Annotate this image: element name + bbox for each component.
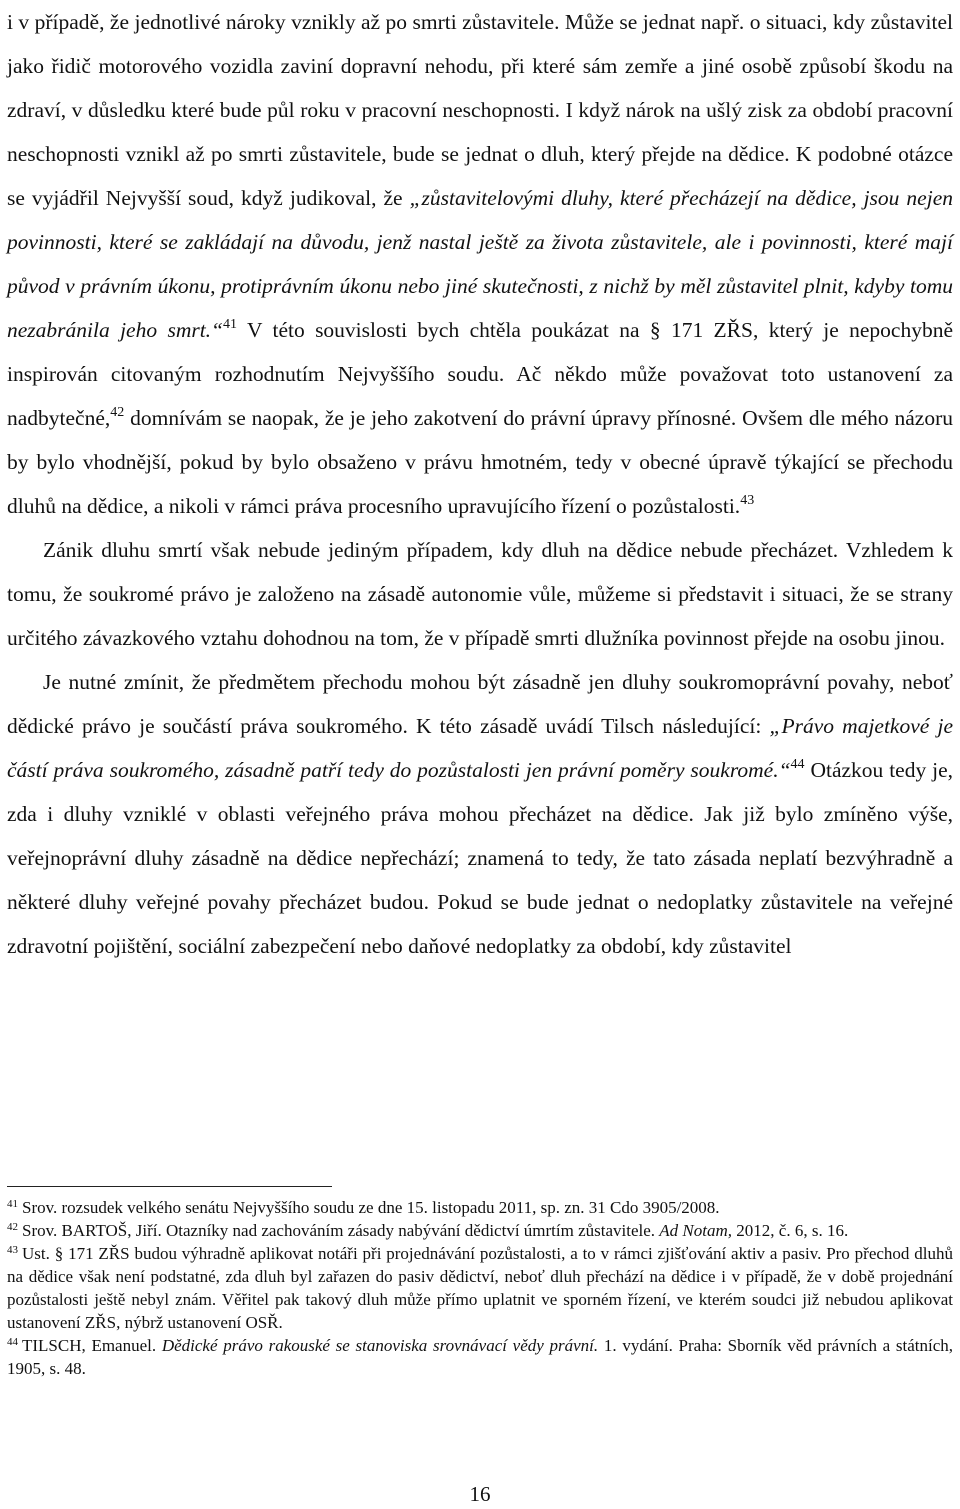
footnote-reference: 44 [790,757,805,772]
italic-text: Dědické právo rakouské se stanoviska srovnávací vědy právní. [161,1336,599,1355]
footnote-number: 43 [7,1244,18,1256]
text-run: i v případě, že jednotlivé nároky vznikly až po smrti zůstavitele. Může se jednat např. o situaci, kdy zůstavitel jako řidič motorového vozidla zaviní dopravní nehodu, při které sám zemře a jiné osobě způsobí škodu na zdraví, v důsledku které bude půl roku v pracovní neschopnosti. I když nárok na ušlý zisk za období pracovní neschopnosti vznikl až po smrti zůstavitele, bude se jednat o dluh, který přejde na dědice. K podobné otázce se vyjádřil Nejvyšší soud, když judikoval, že [7,10,953,210]
text-run: 1. vydání. Praha: Sborník věd právních a státních, 1905, s. 48. [7,1336,954,1378]
italic-text: Ad Notam, [659,1221,733,1240]
footnote [7,1196,953,1219]
text-run: Ust. § 171 ZŘS budou výhradně aplikovat notáři při projednávání pozůstalosti, a to v rámci zjišťování aktiv a pasiv. Pro přechod dluhů na dědice však není podstatné, zda dluh byl zařazen do pasiv dědictví, neboť dluh přechází na dědice i v případě, že v době projednání pozůstalosti ještě nebyl znám. Věřitel pak takový dluh může přímo uplatnit ve sporném řízení, ve kterém soudci již nebudou aplikovat ustanovení ZŘS, nýbrž ustanovení OSŘ. [7,1244,953,1332]
paragraph [7,660,953,968]
footnotes [7,1196,953,1380]
text-run: Zánik dluhu smrtí však nebude jediným případem, kdy dluh na dědice nebude přecházet. Vzhledem k tomu, že soukromé právo je založeno na zásadě autonomie vůle, můžeme si představit i situaci, že se strany určitého závazkového vztahu dohodnou na tom, že v případě smrti dlužníka povinnost přejde na osobu jinou. [7,538,953,650]
footnote [7,1334,953,1380]
paragraph [7,0,953,528]
text-run: TILSCH, Emanuel. [22,1336,162,1355]
text-run: V této souvislosti bych chtěla poukázat na § 171 ZŘS, který je nepochybně inspirován citovaným rozhodnutím Nejvyššího soudu. Ač někdo může považovat toto ustanovení za nadbytečné, [7,318,953,430]
footnote-number: 44 [7,1336,18,1348]
text-run: Srov. BARTOŠ, Jiří. Otazníky nad zachováním zásady nabývání dědictví úmrtím zůstavitele. [22,1221,660,1240]
footnote-number: 42 [7,1221,18,1233]
footnote [7,1242,953,1334]
text-run: domnívám se naopak, že je jeho zakotvení do právní úpravy přínosné. Ovšem dle mého názoru by bylo vhodnější, pokud by bylo obsaženo v právu hmotném, tedy v obecné úpravě týkající se přechodu dluhů na dědice, a nikoli v rámci práva procesního upravujícího řízení o pozůstalosti. [7,406,953,518]
text-run: Je nutné zmínit, že předmětem přechodu mohou být zásadně jen dluhy soukromoprávní povahy, neboť dědické právo je součástí práva soukromého. K této zásadě uvádí Tilsch následující: [7,670,953,738]
paragraph [7,528,953,660]
footnote-reference: 41 [223,317,238,332]
text-run: Otázkou tedy je, zda i dluhy vzniklé v oblasti veřejného práva mohou přecházet na dědice. Jak již bylo zmíněno výše, veřejnoprávní dluhy zásadně na dědice nepřechází; znamená to tedy, že tato zásada neplatí bezvýhradně a některé dluhy veřejné povahy přecházet budou. Pokud se bude jednat o nedoplatky zůstavitele na veřejné zdravotní pojištění, sociální zabezpečení nebo daňové nedoplatky za období, kdy zůstavitel [7,758,954,958]
footnote-number: 41 [7,1198,18,1210]
page-number: 16 [469,1482,491,1506]
italic-text: „zůstavitelovými dluhy, které přecházejí na dědice, jsou nejen povinnosti, které se zakládají na důvodu, jenž nastal ještě za života zůstavitele, ale i povinnosti, které mají původ v právním úkonu, protiprávním úkonu nebo jiné skutečnosti, z nichž by měl zůstavitel plnit, kdyby tomu nezabránila jeho smrt.“ [7,186,953,342]
footnote-reference: 43 [740,493,755,508]
footnote-separator [7,1186,332,1187]
italic-text: „Právo majetkové je částí práva soukromého, zásadně patří tedy do pozůstalosti jen právní poměry soukromé.“ [7,714,953,782]
text-run: Srov. rozsudek velkého senátu Nejvyššího soudu ze dne 15. listopadu 2011, sp. zn. 31 Cdo 3905/2008. [22,1198,720,1217]
footnote [7,1219,953,1242]
text-run: 2012, č. 6, s. 16. [732,1221,849,1240]
footnote-reference: 42 [110,405,125,420]
body-text [7,0,953,968]
